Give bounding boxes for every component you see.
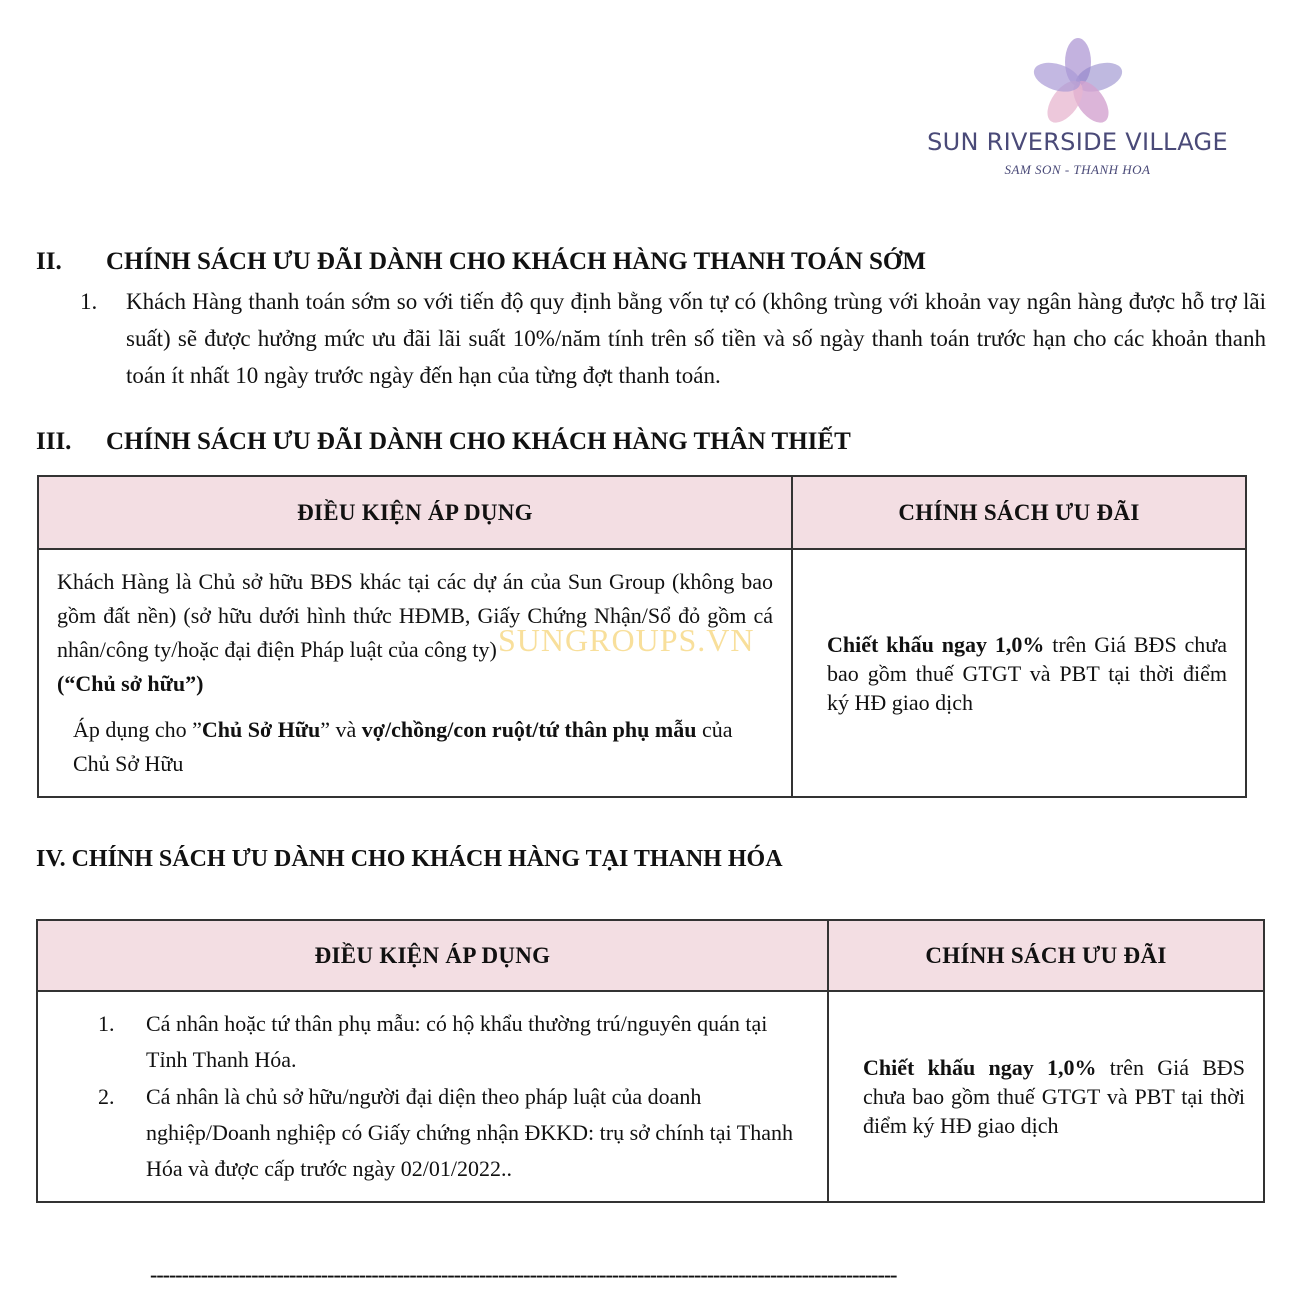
brand-logo — [925, 38, 1230, 188]
section-3-heading — [36, 428, 851, 456]
loyal-policy-discount: Chiết khấu ngay 1,0% — [827, 631, 1045, 657]
brand-name: SUN RIVERSIDE VILLAGE — [927, 128, 1228, 156]
section-4-title: IV. CHÍNH SÁCH ƯU DÀNH CHO KHÁCH HÀNG TẠI THANH HÓA — [36, 846, 783, 872]
loyal-policy-cell — [792, 549, 1246, 797]
owner-term: Chủ Sở Hữu — [201, 717, 321, 742]
loyal-apply-to: Áp dụng cho ”Chủ Sở Hữu” và vợ/chồng/con ruột/tứ thân phụ mẫu của Chủ Sở Hữu — [73, 717, 733, 776]
loyal-condition-main: Khách Hàng là Chủ sở hữu BĐS khác tại các dự án của Sun Group (không bao gồm đất nền) (sở hữu dưới hình thức HĐMB, Giấy Chứng Nhận/Sổ đỏ gồm cá nhân/công ty/hoặc đại điện Pháp luật của công ty) — [57, 569, 773, 662]
thanh-hoa-header-policy: CHÍNH SÁCH ƯU ĐÃI — [828, 920, 1264, 991]
section-3-title: CHÍNH SÁCH ƯU ĐÃI DÀNH CHO KHÁCH HÀNG THÂN THIẾT — [106, 428, 851, 455]
thanh-hoa-policy-cell — [828, 991, 1264, 1202]
section-3-number: III. — [36, 428, 72, 455]
section-2-item-number: 1. — [80, 289, 98, 314]
thanh-hoa-condition-cell — [37, 991, 828, 1202]
loyal-policy-text: trên Giá BĐS chưa bao gồm thuế GTGT và PBT tại thời điểm ký HĐ giao dịch — [827, 631, 1227, 715]
loyal-condition-cell — [38, 549, 792, 797]
loyal-header-policy: CHÍNH SÁCH ƯU ĐÃI — [792, 476, 1246, 549]
thanh-hoa-policy-text: trên Giá BĐS chưa bao gồm thuế GTGT và PBT tại thời điểm ký HĐ giao dịch — [863, 1055, 1245, 1138]
section-2-item-text: Khách Hàng thanh toán sớm so với tiến độ quy định bằng vốn tự có (không trùng với khoản vay ngân hàng được hỗ trợ lãi suất) sẽ được hưởng mức ưu đãi lãi suất 10%/năm tính trên số tiền và số ngày thanh toán trước hạn cho các khoản thanh toán ít nhất 10 ngày trước ngày đến hạn của từng đợt thanh toán. — [126, 289, 1266, 388]
thanh-hoa-condition-list — [38, 1006, 807, 1187]
list-item: 1. Cá nhân hoặc tứ thân phụ mẫu: có hộ khẩu thường trú/nguyên quán tại Tỉnh Thanh Hóa. — [98, 1010, 768, 1072]
flower-logo-icon — [1033, 38, 1123, 124]
loyal-condition-owner-term: (“Chủ sở hữu”) — [57, 671, 204, 696]
section-2-number: II. — [36, 248, 62, 275]
section-2-item — [80, 283, 1266, 394]
bottom-divider: ---------------------------------------------------------------------------------------------------------------------- — [150, 1262, 897, 1287]
family-term: vợ/chồng/con ruột/tứ thân phụ mẫu — [361, 717, 697, 742]
list-item: 2. Cá nhân là chủ sở hữu/người đại diện theo pháp luật của doanh nghiệp/Doanh nghiệp có Giấy chứng nhận ĐKKD: trụ sở chính tại Thanh Hóa và được cấp trước ngày 02/01/2022.. — [98, 1083, 793, 1181]
loyal-header-condition: ĐIỀU KIỆN ÁP DỤNG — [38, 476, 792, 549]
thanh-hoa-policy-discount: Chiết khấu ngay 1,0% — [863, 1055, 1097, 1080]
section-2-title: CHÍNH SÁCH ƯU ĐÃI DÀNH CHO KHÁCH HÀNG THANH TOÁN SỚM — [106, 248, 926, 275]
thanh-hoa-customer-table — [36, 919, 1265, 1203]
thanh-hoa-header-condition: ĐIỀU KIỆN ÁP DỤNG — [37, 920, 828, 991]
watermark: SUNGROUPS.VN — [498, 622, 755, 658]
section-2-heading — [36, 248, 926, 276]
brand-subtitle: SAM SON - THANH HOA — [1004, 162, 1151, 177]
